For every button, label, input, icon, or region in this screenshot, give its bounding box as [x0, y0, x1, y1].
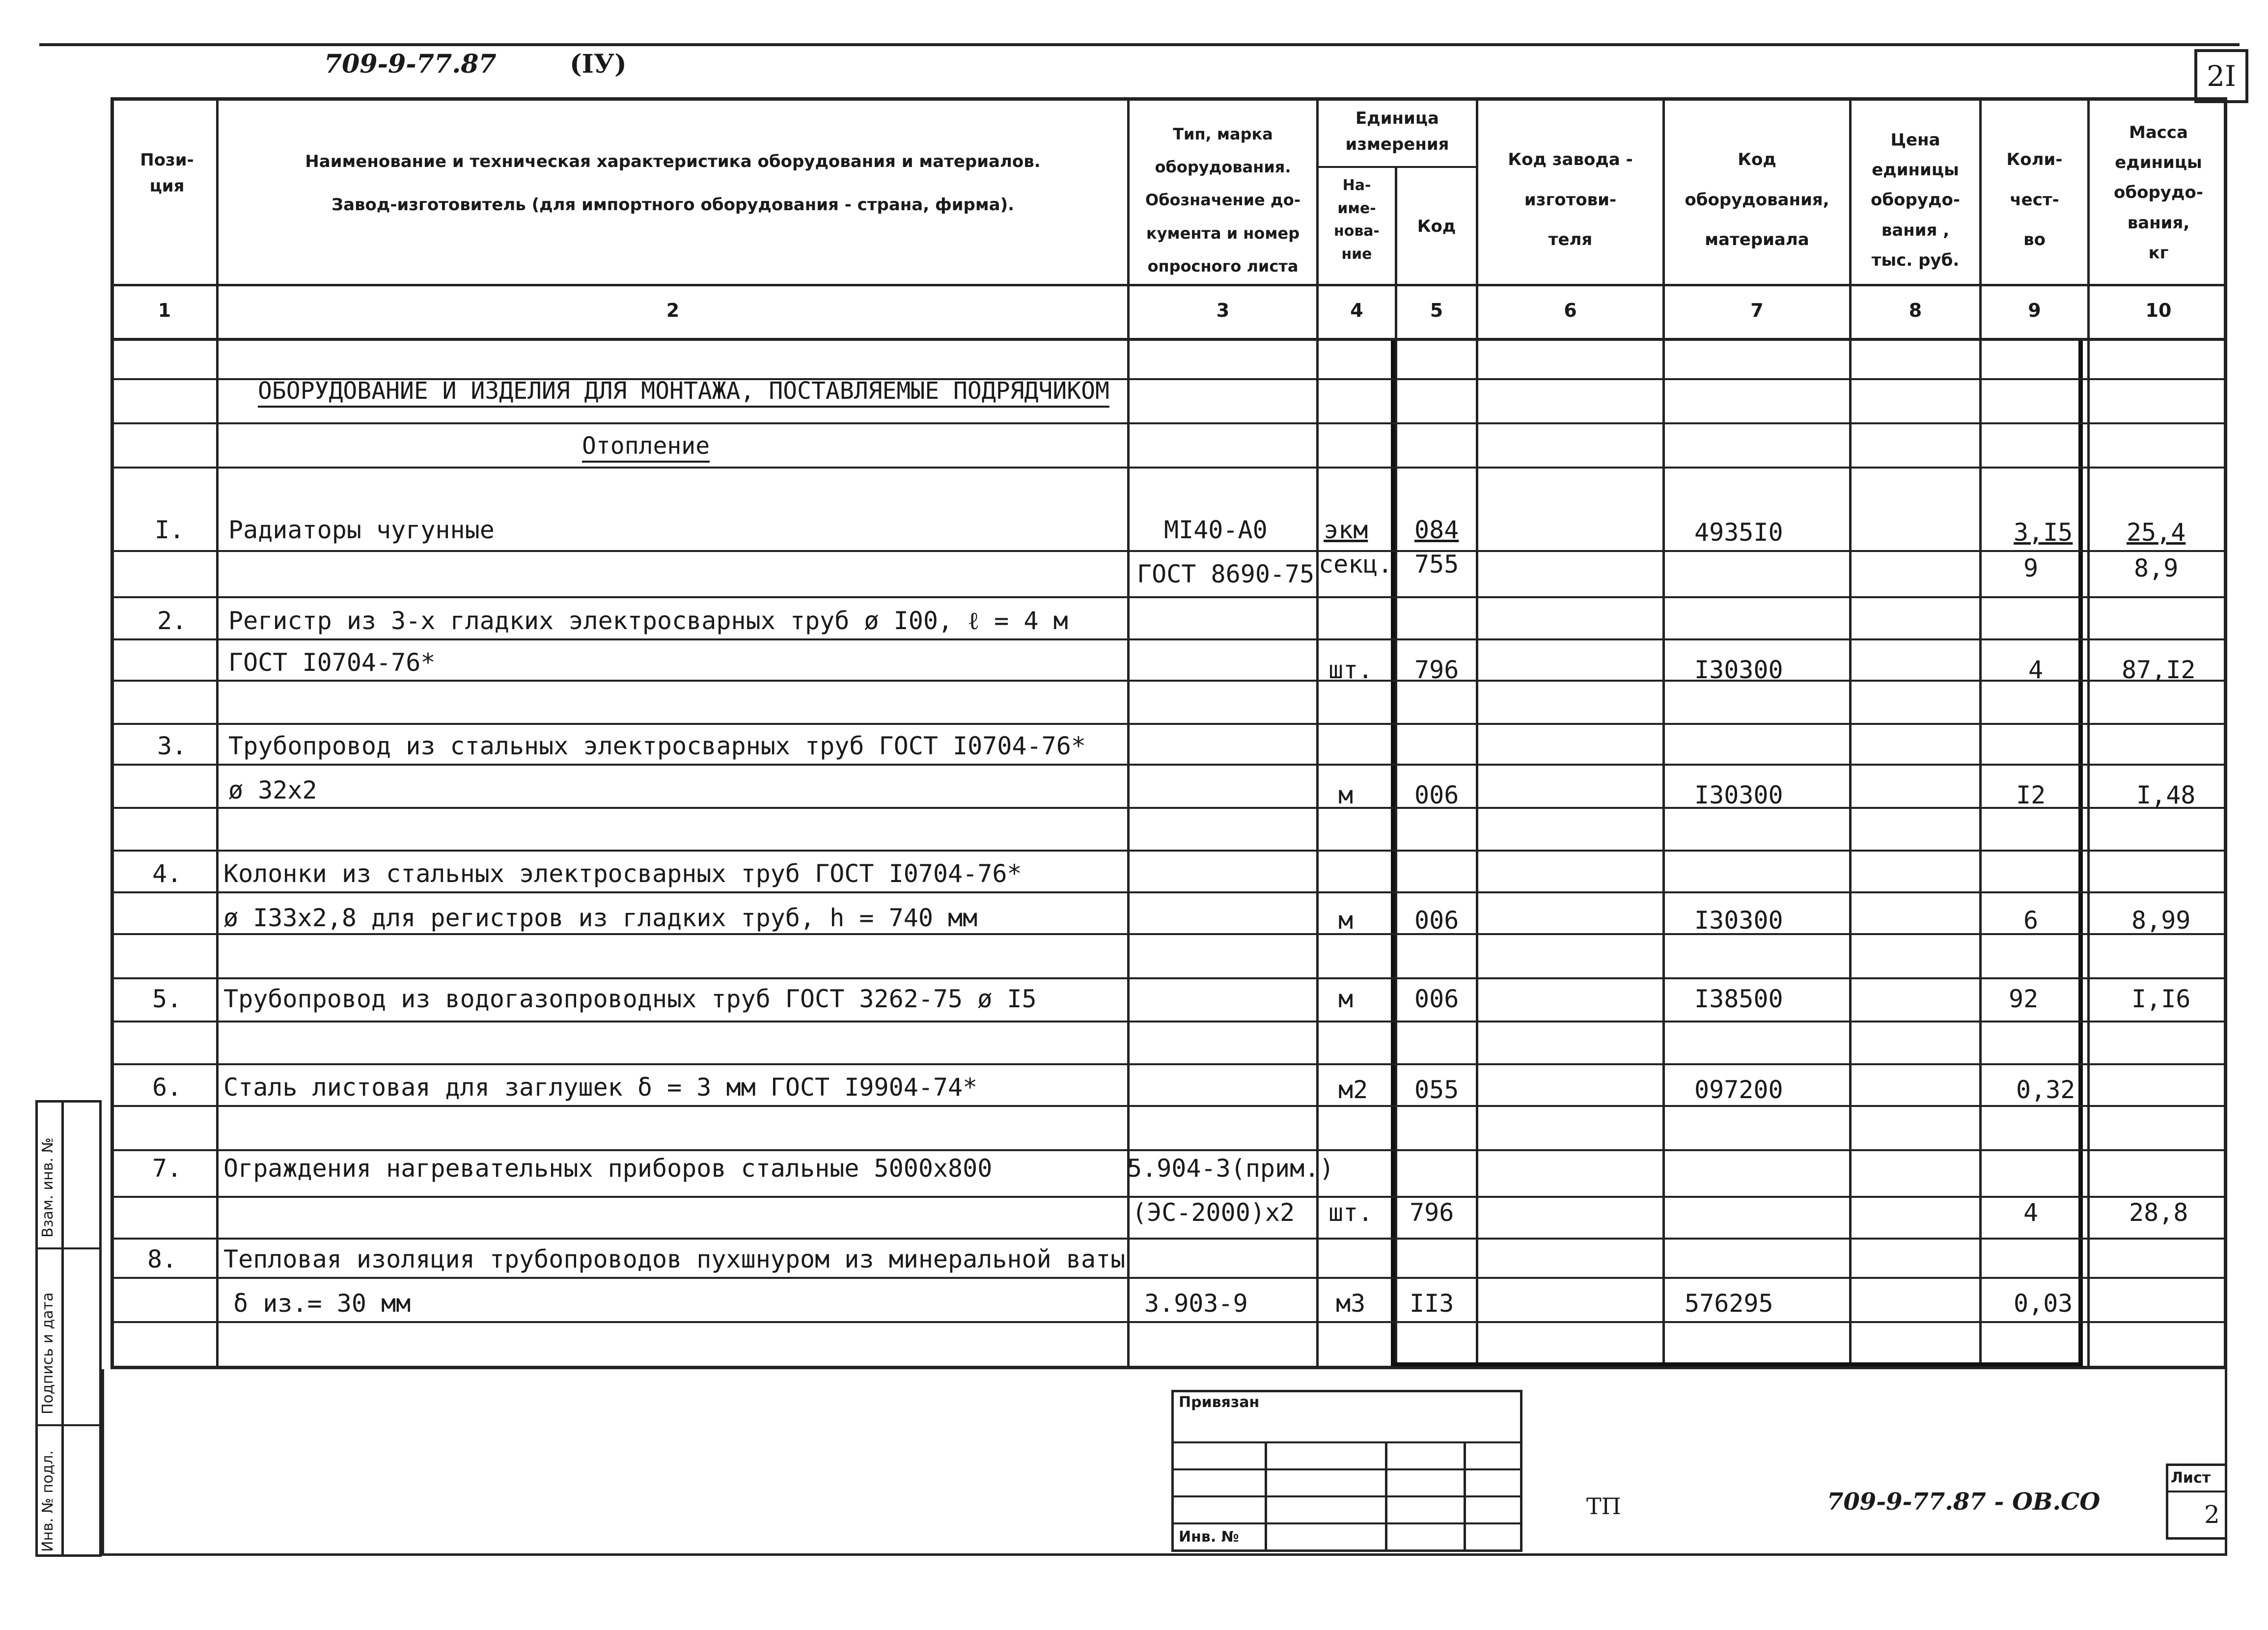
header-rule — [111, 338, 2227, 341]
col-rule — [1979, 97, 1982, 1369]
col-header-price: Цена единицы оборудо- вания , тыс. руб. — [1871, 130, 1960, 270]
col-header-equip-code: Код оборудования, материала — [1685, 150, 1829, 250]
volume-label: (IУ) — [570, 49, 627, 79]
row-rule — [111, 1149, 2227, 1151]
row-unit-code: 055 — [1414, 1076, 1459, 1104]
row-rule — [111, 850, 2227, 852]
row-qty: 0,32 — [2016, 1076, 2075, 1104]
row-unit-code: 084 — [1414, 516, 1459, 544]
row-unit-code: 006 — [1414, 985, 1459, 1013]
row-name: ГОСТ I0704-76* — [228, 648, 436, 677]
col-number: 7 — [1750, 300, 1764, 321]
row-unit-code: II3 — [1410, 1289, 1454, 1318]
row-rule — [111, 1277, 2227, 1279]
col-number: 9 — [2028, 300, 2041, 321]
row-position: 3. — [157, 732, 187, 760]
thick-rule — [1391, 1362, 2083, 1366]
row-unit-code: 796 — [1414, 656, 1459, 684]
row-unit: секц. — [1319, 550, 1393, 579]
row-rule — [111, 1105, 2227, 1107]
row-position: I. — [155, 516, 185, 544]
row-unit: м2 — [1338, 1076, 1368, 1104]
row-name: Регистр из 3-х гладких электросварных труб ø I00, ℓ = 4 м — [228, 607, 1068, 635]
title-block-frame — [102, 1369, 2227, 1556]
binding-rule — [35, 1247, 102, 1249]
row-rule — [111, 1321, 2227, 1323]
header-rule — [111, 284, 2227, 286]
row-name: Колонки из стальных электросварных труб ГОСТ I0704-76* — [223, 859, 1022, 888]
stamp-rule — [1171, 1468, 1522, 1470]
row-mass: 8,99 — [2131, 906, 2191, 935]
row-rule — [111, 977, 2227, 979]
row-name: Тепловая изоляция трубопроводов пухшнуром из минеральной ваты — [223, 1245, 1126, 1273]
row-unit-code: 006 — [1414, 906, 1459, 935]
row-rule — [111, 680, 2227, 682]
col-number: 3 — [1216, 300, 1230, 321]
col-number: 2 — [666, 300, 680, 321]
side-label-original-inv: Инв. № подл. — [39, 1450, 56, 1552]
stamp-rule — [1385, 1441, 1387, 1552]
row-rule — [111, 596, 2227, 598]
row-position: 8. — [147, 1245, 177, 1273]
stamp-rule — [1171, 1495, 1522, 1497]
row-mass: I,48 — [2136, 781, 2196, 809]
side-label-replaced-inv: Взам. инв. № — [39, 1137, 56, 1238]
row-unit: м — [1338, 906, 1354, 935]
row-name: Трубопровод из водогазопроводных труб ГОСТ 3262-75 ø I5 — [223, 985, 1037, 1013]
row-mass: 8,9 — [2134, 554, 2179, 582]
stamp-rule — [1171, 1522, 1522, 1524]
col-number: 4 — [1350, 300, 1363, 321]
page-number: 2I — [2207, 59, 2236, 93]
row-name: Радиаторы чугунные — [228, 516, 495, 544]
row-position: 2. — [157, 607, 187, 635]
row-type: ГОСТ 8690-75 — [1137, 560, 1315, 588]
row-equip-code: I30300 — [1694, 781, 1783, 809]
row-unit: шт. — [1328, 1198, 1373, 1227]
top-rule — [39, 43, 2240, 46]
row-name: Сталь листовая для заглушек δ = 3 мм ГОСТ I9904-74* — [223, 1073, 978, 1102]
bound-label: Привязан — [1179, 1394, 1260, 1411]
row-unit: м3 — [1336, 1289, 1366, 1318]
row-rule — [111, 1196, 2227, 1198]
row-rule — [111, 422, 2227, 424]
row-equip-code: I30300 — [1694, 906, 1783, 935]
row-equip-code: 576295 — [1685, 1289, 1773, 1318]
row-name: Трубопровод из стальных электросварных труб ГОСТ I0704-76* — [228, 732, 1086, 760]
doc-designation: 709-9-77.87 - ОВ.СО — [1827, 1488, 2101, 1516]
row-equip-code: I38500 — [1694, 985, 1783, 1013]
row-mass: I,I6 — [2131, 985, 2191, 1013]
col-rule — [1476, 97, 1478, 1369]
row-rule — [111, 933, 2227, 935]
row-unit: м — [1338, 985, 1354, 1013]
stamp-rule — [1464, 1441, 1466, 1552]
row-position: 7. — [152, 1154, 182, 1183]
row-qty: 9 — [2023, 554, 2039, 582]
row-qty: I2 — [2016, 781, 2046, 809]
row-position: 4. — [152, 859, 182, 888]
row-rule — [111, 638, 2227, 640]
side-label-signature-date: Подпись и дата — [39, 1292, 56, 1414]
binding-stamp — [1171, 1390, 1522, 1552]
row-qty: 0,03 — [2014, 1289, 2073, 1318]
row-type: 5.904-3(прим.) — [1127, 1154, 1334, 1183]
col-rule — [1849, 97, 1852, 1369]
binding-rule — [61, 1100, 64, 1557]
doc-code-handwritten: 709-9-77.87 — [324, 49, 497, 79]
row-equip-code: 097200 — [1694, 1076, 1783, 1104]
row-unit-code: 006 — [1414, 781, 1459, 809]
unit-group-rule — [1316, 166, 1476, 168]
row-rule — [111, 1063, 2227, 1065]
row-name: δ из.= 30 мм — [233, 1289, 411, 1318]
col-number: 6 — [1564, 300, 1577, 321]
row-unit: экм — [1324, 516, 1368, 544]
row-mass: 87,I2 — [2122, 656, 2196, 684]
col-number: 1 — [158, 300, 171, 321]
col-rule — [2087, 97, 2090, 1369]
section-title: ОБОРУДОВАНИЕ И ИЗДЕЛИЯ ДЛЯ МОНТАЖА, ПОСТАВЛЯЕМЫЕ ПОДРЯДЧИКОМ — [258, 377, 1109, 405]
col-number: 5 — [1430, 300, 1443, 321]
row-rule — [111, 764, 2227, 766]
inv-label: Инв. № — [1179, 1528, 1239, 1546]
stamp-rule — [1171, 1441, 1522, 1443]
row-unit: шт. — [1328, 656, 1373, 684]
row-unit-code: 796 — [1410, 1198, 1454, 1227]
row-rule — [111, 467, 2227, 469]
row-mass: 28,8 — [2129, 1198, 2188, 1227]
col-rule — [216, 97, 219, 1369]
subsection-title: Отопление — [582, 432, 710, 460]
stamp-rule — [1265, 1441, 1267, 1552]
row-name: Ограждения нагревательных приборов стальные 5000x800 — [223, 1154, 993, 1183]
col-number: 8 — [1908, 300, 1922, 321]
row-qty: 4 — [2023, 1198, 2039, 1227]
row-unit: м — [1338, 781, 1354, 809]
tp-label: ТП — [1586, 1493, 1621, 1519]
col-header-unit-name: На- име- нова- ние — [1333, 177, 1380, 263]
row-rule — [111, 1021, 2227, 1022]
thick-rule — [2078, 340, 2083, 1366]
col-header-mass: Масса единицы оборудо- вания, кг — [2114, 123, 2203, 263]
row-name: ø I33x2,8 для регистров из гладких труб, h = 740 мм — [223, 904, 978, 932]
col-header-position: Пози- ция — [140, 150, 194, 196]
row-qty: 4 — [2028, 656, 2044, 684]
row-equip-code: I30300 — [1694, 656, 1783, 684]
binding-rule — [35, 1424, 102, 1426]
row-rule — [111, 1238, 2227, 1240]
sheet-rule — [2166, 1491, 2227, 1492]
row-equip-code: 4935I0 — [1694, 518, 1783, 547]
page-number-box — [2194, 49, 2248, 103]
col-header-qty: Коли- чест- во — [2006, 150, 2063, 250]
row-type: 3.903-9 — [1144, 1289, 1248, 1318]
col-header-maker-code: Код завода - изготови- теля — [1508, 150, 1633, 250]
col-header-name: Наименование и техническая характеристика оборудования и материалов. Завод-изготовитель (для импортного оборудования - страна, фирма). — [305, 152, 1041, 215]
col-number: 10 — [2145, 300, 2172, 321]
row-position: 5. — [152, 985, 182, 1013]
row-type: MI40-A0 — [1164, 516, 1268, 544]
row-rule — [111, 550, 2227, 552]
sheet-label: Лист — [2171, 1469, 2211, 1487]
row-rule — [111, 891, 2227, 893]
row-mass: 25,4 — [2127, 518, 2186, 547]
col-rule — [1662, 97, 1665, 1369]
row-unit-code: 755 — [1414, 550, 1459, 579]
col-header-type: Тип, марка оборудования. Обозначение до- кумента и номер опросного листа — [1145, 125, 1300, 276]
row-type: (ЭС-2000)x2 — [1132, 1198, 1295, 1227]
row-qty: 6 — [2023, 906, 2039, 935]
row-qty: 3,I5 — [2014, 518, 2073, 547]
row-rule — [111, 723, 2227, 725]
col-header-unit-code: Код — [1417, 217, 1456, 236]
row-name: ø 32x2 — [228, 776, 317, 804]
row-rule — [111, 807, 2227, 809]
thick-rule — [1391, 340, 1395, 1366]
row-position: 6. — [152, 1073, 182, 1102]
row-qty: 92 — [2009, 985, 2039, 1013]
col-header-unit-group: Единица измерения — [1345, 109, 1449, 154]
sheet-number: 2 — [2204, 1500, 2220, 1529]
